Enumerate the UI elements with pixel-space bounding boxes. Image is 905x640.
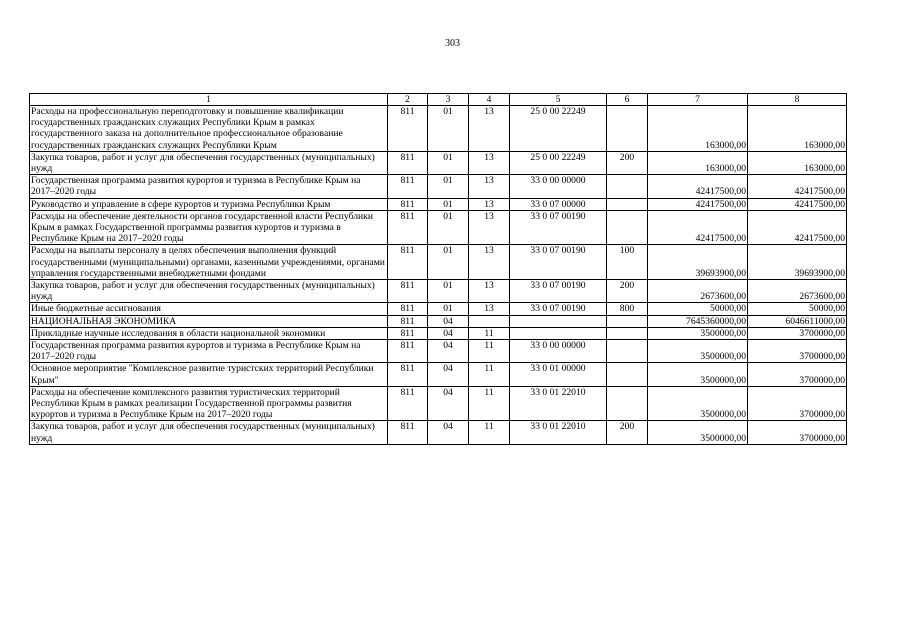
cell-section: 01: [428, 175, 469, 198]
cell-target-article: 33 0 07 00190: [510, 210, 607, 245]
cell-section: 01: [428, 245, 469, 280]
table-row: [30, 386, 847, 421]
cell-section: 04: [428, 363, 469, 386]
header-col-6: 6: [607, 94, 648, 106]
cell-section: 04: [428, 421, 469, 444]
cell-subsection: 11: [469, 363, 510, 386]
cell-name: Закупка товаров, работ и услуг для обеспечения государственных (муниципальных) нужд: [30, 421, 388, 444]
cell-amount-year-2: 163000,00: [748, 106, 847, 152]
cell-amount-year-1: 50000,00: [648, 303, 748, 315]
cell-name: НАЦИОНАЛЬНАЯ ЭКОНОМИКА: [30, 315, 388, 327]
header-col-4: 4: [469, 94, 510, 106]
cell-amount-year-2: 39693900,00: [748, 245, 847, 280]
cell-subsection: 13: [469, 280, 510, 303]
cell-amount-year-2: 3700000,00: [748, 386, 847, 421]
table-row: [30, 303, 847, 315]
table-row: [30, 175, 847, 198]
cell-target-article: 25 0 00 22249: [510, 151, 607, 174]
table-row: [30, 340, 847, 363]
cell-amount-year-2: 6046611000,00: [748, 315, 847, 327]
cell-amount-year-2: 50000,00: [748, 303, 847, 315]
table-row: [30, 106, 847, 152]
cell-amount-year-1: 39693900,00: [648, 245, 748, 280]
cell-admin-code: 811: [388, 210, 428, 245]
cell-name: Основное мероприятие "Комплексное развитие туристских территорий Республики Крым": [30, 363, 388, 386]
cell-section: 01: [428, 106, 469, 152]
header-col-7: 7: [648, 94, 748, 106]
cell-name: Расходы на обеспечение комплексного развития туристических территорий Республики Крым в рамках реализации Государственной программы развития курортов и туризма в Республике Крым на 2017–2020 годы: [30, 386, 388, 421]
cell-name: Закупка товаров, работ и услуг для обеспечения государственных (муниципальных) нужд: [30, 151, 388, 174]
cell-subsection: 11: [469, 327, 510, 339]
cell-admin-code: 811: [388, 175, 428, 198]
cell-name: Закупка товаров, работ и услуг для обеспечения государственных (муниципальных) нужд: [30, 280, 388, 303]
cell-expense-type: [607, 363, 648, 386]
cell-subsection: 11: [469, 340, 510, 363]
cell-expense-type: [607, 386, 648, 421]
cell-admin-code: 811: [388, 327, 428, 339]
cell-admin-code: 811: [388, 280, 428, 303]
cell-name: Государственная программа развития курортов и туризма в Республике Крым на 2017–2020 годы: [30, 340, 388, 363]
cell-section: 01: [428, 151, 469, 174]
cell-subsection: 11: [469, 421, 510, 444]
cell-target-article: 33 0 00 00000: [510, 340, 607, 363]
table-row: [30, 327, 847, 339]
cell-amount-year-1: 42417500,00: [648, 175, 748, 198]
cell-section: 01: [428, 198, 469, 210]
cell-section: 01: [428, 303, 469, 315]
cell-target-article: 33 0 07 00190: [510, 245, 607, 280]
page-number: 303: [445, 38, 460, 49]
cell-target-article: 33 0 07 00000: [510, 198, 607, 210]
cell-amount-year-1: 42417500,00: [648, 210, 748, 245]
cell-amount-year-1: 3500000,00: [648, 327, 748, 339]
cell-subsection: 13: [469, 106, 510, 152]
cell-section: 04: [428, 327, 469, 339]
table-row: [30, 363, 847, 386]
cell-admin-code: 811: [388, 421, 428, 444]
cell-admin-code: 811: [388, 363, 428, 386]
header-row: [30, 94, 847, 106]
cell-subsection: 11: [469, 386, 510, 421]
cell-section: 04: [428, 340, 469, 363]
cell-section: 01: [428, 280, 469, 303]
cell-amount-year-1: 3500000,00: [648, 421, 748, 444]
cell-name: Расходы на выплаты персоналу в целях обеспечения выполнения функций государственными (муниципальными) органами, казенными учреждениями, органами управления государственными внебюджетными фондами: [30, 245, 388, 280]
table-row: [30, 280, 847, 303]
cell-name: Расходы на профессиональную переподготовку и повышение квалификации государственных гражданских служащих Республики Крым в рамках государственного заказа на дополнительное профессиональное образование государственных гражданских служащих Республики Крым: [30, 106, 388, 152]
cell-subsection: [469, 315, 510, 327]
cell-name: Расходы на обеспечение деятельности органов государственной власти Республики Крым в рамках Государственной программы развития курортов и туризма в Республике Крым на 2017–2020 годы: [30, 210, 388, 245]
cell-target-article: [510, 327, 607, 339]
cell-target-article: 33 0 07 00190: [510, 303, 607, 315]
cell-section: 04: [428, 315, 469, 327]
cell-amount-year-1: 42417500,00: [648, 198, 748, 210]
cell-subsection: 13: [469, 175, 510, 198]
cell-amount-year-2: 3700000,00: [748, 327, 847, 339]
cell-amount-year-2: 3700000,00: [748, 340, 847, 363]
cell-section: 04: [428, 386, 469, 421]
cell-subsection: 13: [469, 198, 510, 210]
cell-name: Прикладные научные исследования в области национальной экономики: [30, 327, 388, 339]
cell-expense-type: 200: [607, 151, 648, 174]
cell-amount-year-2: 42417500,00: [748, 210, 847, 245]
budget-table: [29, 93, 847, 445]
cell-amount-year-2: 163000,00: [748, 151, 847, 174]
table-row: [30, 210, 847, 245]
cell-subsection: 13: [469, 210, 510, 245]
cell-target-article: 33 0 01 22010: [510, 386, 607, 421]
cell-expense-type: 800: [607, 303, 648, 315]
cell-amount-year-1: 3500000,00: [648, 363, 748, 386]
cell-expense-type: [607, 175, 648, 198]
cell-name: Руководство и управление в сфере курортов и туризма Республики Крым: [30, 198, 388, 210]
header-col-2: 2: [388, 94, 428, 106]
cell-amount-year-1: 7645360000,00: [648, 315, 748, 327]
cell-amount-year-1: 163000,00: [648, 151, 748, 174]
cell-subsection: 13: [469, 151, 510, 174]
cell-amount-year-1: 3500000,00: [648, 386, 748, 421]
table-row: [30, 245, 847, 280]
cell-target-article: 33 0 00 00000: [510, 175, 607, 198]
cell-expense-type: [607, 210, 648, 245]
cell-admin-code: 811: [388, 106, 428, 152]
cell-expense-type: 200: [607, 280, 648, 303]
cell-amount-year-1: 3500000,00: [648, 340, 748, 363]
cell-name: Государственная программа развития курортов и туризма в Республике Крым на 2017–2020 годы: [30, 175, 388, 198]
cell-amount-year-2: 3700000,00: [748, 421, 847, 444]
cell-amount-year-1: 163000,00: [648, 106, 748, 152]
header-col-5: 5: [510, 94, 607, 106]
cell-subsection: 13: [469, 303, 510, 315]
cell-amount-year-1: 2673600,00: [648, 280, 748, 303]
table-row: [30, 198, 847, 210]
cell-admin-code: 811: [388, 386, 428, 421]
cell-target-article: 33 0 01 22010: [510, 421, 607, 444]
cell-amount-year-2: 42417500,00: [748, 198, 847, 210]
cell-expense-type: 200: [607, 421, 648, 444]
header-col-1: 1: [30, 94, 388, 106]
cell-expense-type: [607, 315, 648, 327]
header-col-8: 8: [748, 94, 847, 106]
cell-amount-year-2: 3700000,00: [748, 363, 847, 386]
cell-admin-code: 811: [388, 151, 428, 174]
cell-target-article: 25 0 00 22249: [510, 106, 607, 152]
cell-admin-code: 811: [388, 245, 428, 280]
cell-amount-year-2: 42417500,00: [748, 175, 847, 198]
cell-name: Иные бюджетные ассигнования: [30, 303, 388, 315]
cell-admin-code: 811: [388, 340, 428, 363]
cell-admin-code: 811: [388, 315, 428, 327]
cell-expense-type: [607, 198, 648, 210]
cell-section: 01: [428, 210, 469, 245]
cell-amount-year-2: 2673600,00: [748, 280, 847, 303]
table-row: [30, 151, 847, 174]
cell-expense-type: 100: [607, 245, 648, 280]
cell-target-article: 33 0 07 00190: [510, 280, 607, 303]
cell-expense-type: [607, 106, 648, 152]
cell-subsection: 13: [469, 245, 510, 280]
cell-expense-type: [607, 340, 648, 363]
cell-admin-code: 811: [388, 198, 428, 210]
cell-expense-type: [607, 327, 648, 339]
cell-admin-code: 811: [388, 303, 428, 315]
cell-target-article: 33 0 01 00000: [510, 363, 607, 386]
table-row: [30, 315, 847, 327]
cell-target-article: [510, 315, 607, 327]
table-row: [30, 421, 847, 444]
header-col-3: 3: [428, 94, 469, 106]
